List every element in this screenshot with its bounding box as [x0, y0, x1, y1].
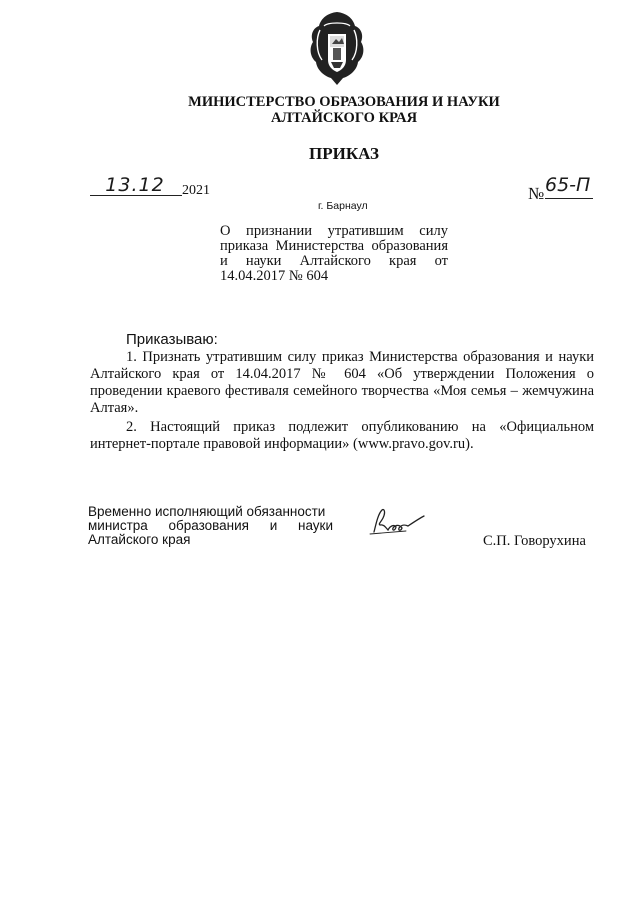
position-line-3: Алтайского края	[88, 532, 191, 547]
handwritten-signature-icon	[368, 504, 428, 538]
number-sign: №	[528, 184, 545, 203]
order-subject: О признании утратившим силу приказа Министерства образования и науки Алтайского края от 14.04.2017 № 604	[220, 223, 448, 284]
number-underline	[545, 198, 593, 199]
signatory-position	[88, 505, 333, 547]
order-date-handwritten: 13.12	[105, 174, 165, 196]
position-line-2: министра образования и науки	[88, 518, 333, 533]
ministry-line-1: МИНИСТЕРСТВО ОБРАЗОВАНИЯ И НАУКИ	[188, 94, 500, 110]
paragraph-item-1: 1. Признать утратившим силу приказ Министерства образования и науки Алтайского края от 14.04.2017 № 604 «Об утверждении Положения о проведении краевого фестиваля семейного творчества «Моя семья – жемчужина Алтая».	[90, 349, 594, 416]
coat-of-arms-icon	[298, 8, 376, 88]
document-title: ПРИКАЗ	[309, 144, 379, 163]
date-underline	[90, 195, 182, 196]
order-year: 2021	[182, 183, 210, 198]
position-line-1: Временно исполняющий обязанности	[88, 504, 326, 519]
paragraph-item-2: 2. Настоящий приказ подлежит опубликованию на «Официальном интернет-портале правовой информации» (www.pravo.gov.ru).	[90, 419, 594, 452]
ministry-line-2: АЛТАЙСКОГО КРАЯ	[270, 110, 418, 126]
ministry-name	[120, 94, 568, 126]
city-label: г. Барнаул	[318, 200, 368, 212]
signatory-name: С.П. Говорухина	[483, 533, 586, 549]
decree-word: Приказываю:	[126, 331, 218, 348]
order-number-handwritten: 65-П	[545, 174, 591, 196]
